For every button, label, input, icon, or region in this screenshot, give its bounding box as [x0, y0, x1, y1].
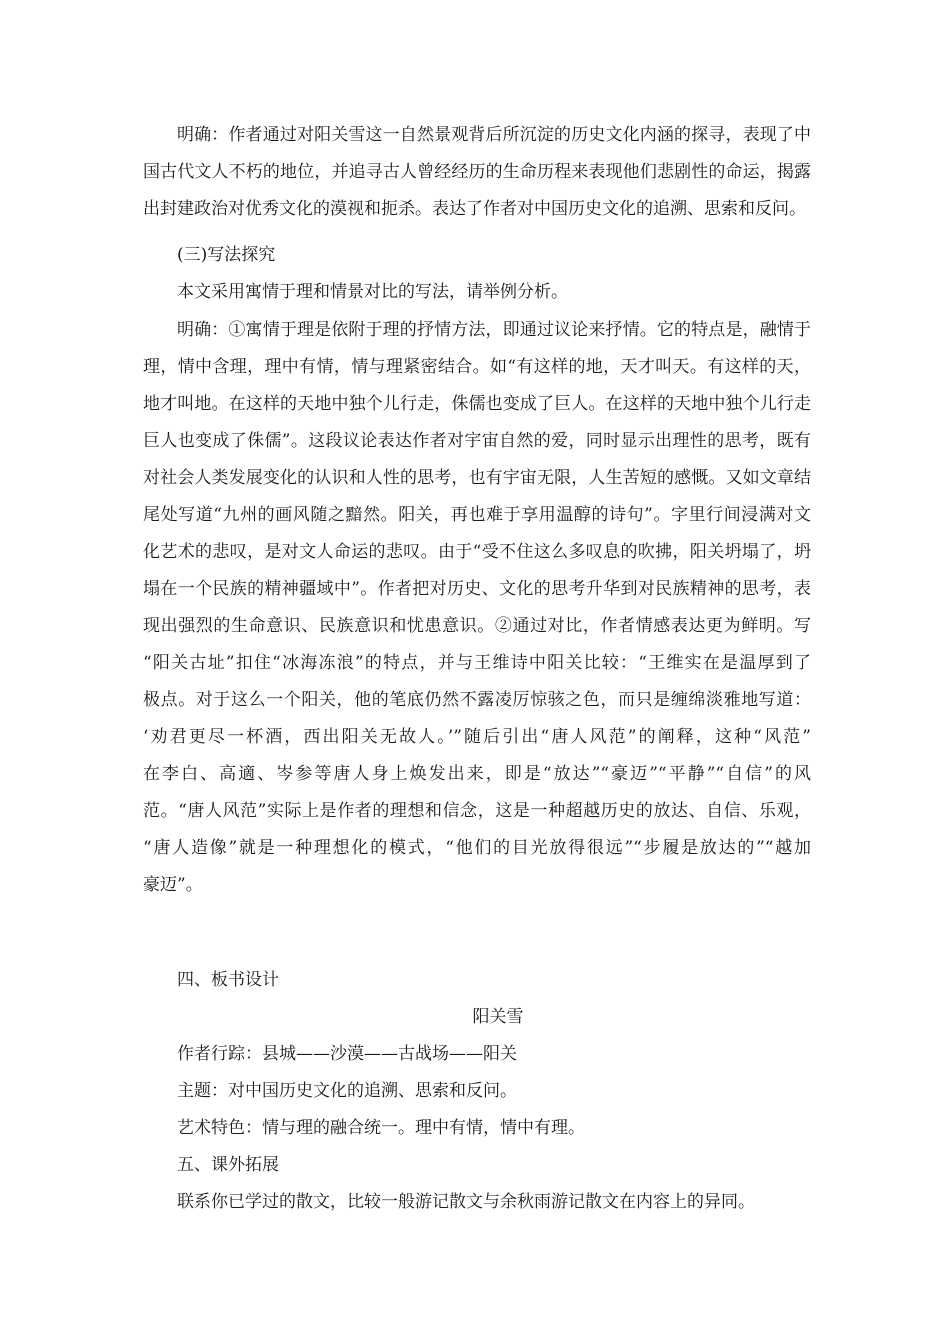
- section-heading-extend: 五、课外拓展: [177, 1155, 279, 1175]
- text-line: 现出强烈的生命意识、民族意识和忧患意识。②通过对比，作者情感表达更为鲜明。写: [143, 616, 811, 636]
- board-art: 艺术特色：情与理的融合统一。理中有情，情中有理。: [177, 1118, 585, 1138]
- text-line: 国古代文人不朽的地位，并追寻古人曾经经历的生命历程来表现他们悲剧性的命运，揭露: [143, 162, 811, 182]
- text-line: “唐人造像”就是一种理想化的模式，“他们的目光放得很远”“步履是放达的”“越加: [143, 838, 811, 858]
- text-line: 化艺术的悲叹，是对文人命运的悲叹。由于“受不住这么多叹息的吹拂，阳关坍塌了，坍: [143, 542, 811, 562]
- text-line: 极点。对于这么一个阳关，他的笔底仍然不露凌厉惊骇之色，而只是缠绵淡雅地写道：: [143, 690, 811, 710]
- section-heading-writing: (三)写法探究: [177, 245, 276, 265]
- answer-paragraph-2: [143, 312, 811, 904]
- text-line: 地才叫地。在这样的天地中独个儿行走，侏儒也变成了巨人。在这样的天地中独个儿行走: [143, 394, 811, 414]
- text-line: 对社会人类发展变化的认识和人性的思考，也有宇宙无限，人生苦短的感慨。又如文章结: [143, 468, 811, 488]
- text-line: 尾处写道“九州的画风随之黯然。阳关，再也难于享用温醇的诗句”。字里行间浸满对文: [143, 505, 811, 525]
- board-title: 阳关雪: [472, 1007, 524, 1027]
- section-heading-board: 四、板书设计: [177, 970, 279, 990]
- answer-paragraph-1: [143, 117, 811, 228]
- text-line: 在李白、高適、岑参等唐人身上焕发出来，即是“放达”“豪迈”“平静”“自信”的风: [143, 764, 811, 784]
- text-line: 塌在一个民族的精神疆域中”。作者把对历史、文化的思考升华到对民族精神的思考，表: [143, 579, 811, 599]
- text-line: 理，情中含理，理中有情，情与理紧密结合。如“有这样的地，天才叫天。有这样的天，: [143, 357, 811, 377]
- extend-task: 联系你已学过的散文，比较一般游记散文与余秋雨游记散文在内容上的异同。: [177, 1192, 755, 1212]
- text-line: 豪迈”。: [143, 875, 203, 895]
- text-line: 明确：作者通过对阳关雪这一自然景观背后所沉淀的历史文化内涵的探寻，表现了中: [177, 125, 811, 145]
- board-route: 作者行踪：县城——沙漠——古战场——阳关: [177, 1044, 517, 1064]
- text-line: ‘劝君更尽一杯酒，西出阳关无故人。’”随后引出“唐人风范”的阐释，这种“风范”: [143, 727, 811, 747]
- text-line: “阳关古址”扣住“冰海冻浪”的特点，并与王维诗中阳关比较：“王维实在是温厚到了: [143, 653, 811, 673]
- question-text: 本文采用寓情于理和情景对比的写法，请举例分析。: [177, 282, 568, 302]
- text-line: 明确：①寓情于理是依附于理的抒情方法，即通过议论来抒情。它的特点是，融情于: [177, 320, 811, 340]
- text-line: 范。“唐人风范”实际上是作者的理想和信念，这是一种超越历史的放达、自信、乐观，: [143, 801, 811, 821]
- text-line: 出封建政治对优秀文化的漠视和扼杀。表达了作者对中国历史文化的追溯、思索和反问。: [143, 199, 806, 219]
- text-line: 巨人也变成了侏儒”。这段议论表达作者对宇宙自然的爱，同时显示出理性的思考，既有: [143, 431, 811, 451]
- board-theme: 主题：对中国历史文化的追溯、思索和反问。: [177, 1081, 517, 1101]
